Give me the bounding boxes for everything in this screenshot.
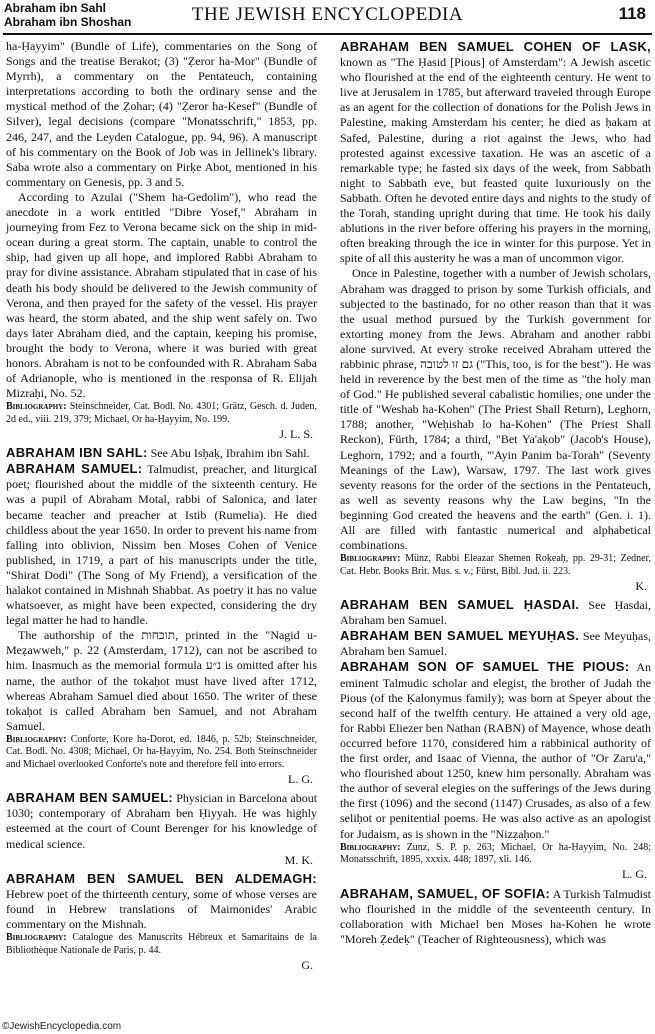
right-column (340, 39, 651, 947)
running-head-top: Abraham ibn Sahl (4, 1, 107, 15)
entry-abraham-samuel (6, 461, 317, 628)
entry-text: A Turkish Talmudist who flourished in the middle of the seventeenth century. In collaboration with Michael ben Moses ha-Kohen he wrote "Moreh Ẓedeḳ" (Teacher of Righteousness), which was (340, 886, 652, 946)
author-signature: M. K. (284, 852, 313, 867)
entry-text: See Meyuḥas, Abraham ben Samuel. (340, 629, 652, 659)
paragraph: The authorship of the תוכחות, printed in the "Nagid u-Meẓawweh," p. 22 (Amsterdam, 1712), can not be ascribed to him. Inasmuch as the memorial formula נ״ע is omitted after his name, the author of the tokaḥot must have lived after 1712, whereas Abraham Samuel died about 1650. The writer of these tokaḥot is called Abraham ben Samuel, and not Abraham Samuel. (6, 628, 317, 733)
entry-title: ABRAHAM, SAMUEL, OF SOFIA: (340, 885, 551, 901)
entry-abraham-ben-samuel-ben-aldemagh (6, 871, 317, 932)
bibliography-text: Steinschneider, Cat. Bodl. No. 4301; Grätz, Gesch. d. Juden, 2d ed., viii. 219, 379; Michael, Or ha-Ḥayyim, No. 199. (6, 401, 317, 425)
author-signature: L. G. (288, 772, 313, 787)
bibliography-label: Bibliography: (6, 733, 67, 745)
entry-title: ABRAHAM BEN SAMUEL: (6, 790, 174, 806)
bibliography (340, 553, 651, 578)
entry-title: ABRAHAM BEN SAMUEL BEN ALDEMAGH: (6, 870, 317, 886)
entry-text: Talmudist, preacher, and liturgical poet; flourished about the middle of the sixteenth century. He was a pupil of Abraham Motal, rabbi of Salonica, and later became teacher and preacher at Istib (Rumelia). He died childless about the year 1650. In order to prevent his name from falling into oblivion, Nissim ben Moses Cohen of Venice published, in 1719, a part of his manuscripts under the title, "Shirat Dodi" (The Song of My Friend), a versification of the halakot contained in Mishnah Shabbat. As poetry it has no value whatsoever, as might have been expected, considering the dry legal matter he had to handle. (6, 462, 317, 628)
entry-text: known as "The Ḥasid [Pious] of Amsterdam": A Jewish ascetic who flourished at the end of the eighteenth century. He went to live at Jerusalem in 1785, but afterward traveled through Europe as an agent for the collection of donations for the Polish Jews in Palestine, making Amsterdam his center; he died as ḥakam at Safed, Palestine, during a riot against the Jews, who had protested against excessive taxation. He was an ascetic of a remarkable type; he fasted six days of the week, from Sabbath night to Sabbath eve, but feasted quite luxuriously on the Sabbath. Often he devoted entire days and nights to the study of the Torah, standing upright during that time. He took his daily ablutions in the river before offering his prayers in the morning, often breaking through the ice in winter for this purpose. Yet in spite of all this austerity he was a man of uncommon vigor. (340, 55, 651, 266)
bibliography (6, 932, 317, 957)
entry-abraham-ben-samuel-cohen-of-lask (340, 39, 651, 266)
bibliography-label: Bibliography: (6, 401, 67, 413)
paragraph: ha-Ḥayyim" (Bundle of Life), commentaries on the Song of Songs and the treatise Berakot; (3) "Ẓeror ha-Mor" (Bundle of Myrrh), a commentary on the Pentateuch, containing interpretations according to both the ordinary sense and the mystical method of the Ẓohar; (4) "Ẓeror ha-Kesef" (Bundle of Silver), legal decisions (compare "Monatsschrift," 1853, pp. 246, 247, and the Leyden Catalogue, pp. 94, 96). A manuscript of his commentary on the Book of Job was in Jellinek's library. Saba wrote also a commentary on Pirḳe Abot, mentioned in his commentary on Genesis, pp. 3 and 5. (6, 39, 317, 189)
author-signature: K. (635, 579, 647, 593)
entry-title: ABRAHAM SON OF SAMUEL THE PIOUS: (340, 659, 630, 675)
entry-abraham-son-of-samuel-the-pious (340, 659, 651, 841)
left-column (6, 39, 317, 976)
entry-abraham-ben-samuel-meyuhas (340, 628, 651, 659)
bibliography-text: Catalogue des Manuscrits Hébreux et Samaritains de la Bibliothèque Nationale de Paris, p. 44. (6, 932, 317, 956)
paragraph: Once in Palestine, together with a number of Jewish scholars, Abraham was dragged to prison by some Turkish officials, and subjected to the bastinado, for no other reason than that it was the usual method pursued by the Turkish government for extorting money from the Jews. Abraham and another rabbi alone survived. At every stroke received Abraham uttered the rabbinic phrase, גם זו לטובה ("This, too, is for the best"). He was held in reverence by the best men of the time as "the holy man of God." He published several cabalistic homilies, one under the title of "Weshab ha-Kohen" (The Priest Shall Return), Leghorn, 1788; another, "Weḥishab lo ha-Kohen" (The Priest Shall Reckon), Fürth, 1784; a third, "Bet Ya'aḳob" (Jacob's House), Leghorn, 1792; and a fourth, "'Ayin Panim ba-Torah" (Seventy Meanings of the Law), Warsaw, 1797. The last work gives seventy reasons for the order of the sections in the Pentateuch, as well as seventy reasons why the Law begins, "In the beginning God created the heavens and the earth" (Gen. i. 1). All are filled with fantastic numerical and alphabetical combinations. (340, 266, 652, 553)
bibliography-label: Bibliography: (340, 841, 401, 853)
entry-text: Hebrew poet of the thirteenth century, some of whose verses are found in Hebrew translations of Maimonides' Arabic commentary on the Mishnah. (6, 886, 317, 931)
entry-abraham-samuel-of-sofia (340, 886, 651, 947)
running-head-bottom: Abraham ibn Shoshan (4, 15, 132, 29)
entry-text: Physician in Barcelona about 1030; contemporary of Abraham ben Ḥiyyah. He was highly esteemed at the court of Count Berenger for his knowledge of medical science. (6, 791, 318, 851)
entry-title: ABRAHAM BEN SAMUEL MEYUḤAS. (340, 628, 580, 644)
bibliography-label: Bibliography: (6, 932, 67, 944)
entry-title: ABRAHAM IBN SAHL: (6, 445, 148, 461)
paragraph: According to Azulai ("Shem ha-Gedolim"), who read the anecdote in a work entitled "Dibre Yosef," Abraham in journeying from Fez to Verona became sick on the ship in mid-ocean during a great storm. The captain, unable to control the ship, had given up all hope, and implored Rabbi Abraham to pray for divine assistance. Abraham stipulated that in case of his death his body should be delivered to the Jewish community of Verona, and then prayed for the safety of the vessel. His prayer was heard, the storm abated, and the ship went safely on. Two days later Abraham died, and the captain, keeping his promise, brought the body to Verona, where it was buried with great honors. Abraham is not to be confounded with R. Abraham Saba of Adrianople, who is mentioned in the responsa of R. Elijah Mizraḥi, No. 52. (6, 189, 317, 401)
bibliography (6, 734, 317, 771)
publication-title: THE JEWISH ENCYCLOPEDIA (191, 4, 464, 25)
author-signature: L. G. (622, 867, 647, 882)
entry-abraham-ibn-sahl (6, 445, 317, 461)
entry-title: ABRAHAM BEN SAMUEL COHEN OF LASK, (340, 39, 651, 54)
entry-title: ABRAHAM BEN SAMUEL ḤASDAI. (340, 597, 580, 613)
bibliography (6, 401, 317, 426)
entry-text: See Abu Isḥaḳ, Ibrahim ibn Sahl. (150, 446, 310, 461)
entry-abraham-ben-samuel (6, 790, 317, 851)
entry-text: An eminent Talmudic scholar and elegist, the brother of Judah the Pious (of the Ḳalonymus family); was born at Speyer about the second half of the twelfth century. He attained a very old age, for Rabbi Eliezer ben Nathan (RABN) of Mayence, whose death occurred before 1170, considered him a rabbinical authority of the first order, and Isaac of Vienna, the author of "Or Zaru'a," who flourished about 1250, knew him personally. Abraham was the author of several elegies on the sufferings of the Jews during the first (1096) and the second (1147) Crusades, as also of a few seliḥot or penitential poems. He was also active as an apologist for Judaism, as is shown in the "Nizẓaḥon." (340, 660, 651, 841)
page-number: 118 (618, 4, 646, 23)
author-signature: G. (301, 957, 313, 972)
entry-text: See Ḥasdai, Abraham ben Samuel. (340, 598, 651, 628)
entry-title: ABRAHAM SAMUEL: (6, 461, 143, 477)
bibliography-text: Conforte, Kore ha-Dorot, ed. 1846, p. 52b; Steinschneider, Cat. Bodl. No. 4308; Michael, Or ha-Ḥayyim, No. 254. Both Steinschneider and Michael overlooked Conforte's note and therefore fell into errors. (6, 733, 317, 770)
bibliography (340, 842, 651, 867)
author-signature: J. L. S. (279, 427, 313, 442)
bibliography-label: Bibliography: (340, 553, 401, 565)
entry-abraham-ben-samuel-hasdai (340, 597, 651, 628)
page-header (3, 0, 652, 35)
bibliography-text: Münz, Rabbi Eleazar Shemen Roḳeaḥ, pp. 29-31; Zedner, Cat. Hebr. Books Brit. Mus. s. v.; Fürst, Bibl. Jud. ii. 223. (340, 553, 651, 577)
bibliography-text: Zunz, S. P. p. 263; Michael, Or ha-Ḥayyim, No. 248; Monatsschrift, 1895, xxxix. 448; 1897, xli. 146. (340, 841, 652, 865)
site-credit: ©JewishEncyclopedia.com (2, 1021, 122, 1032)
